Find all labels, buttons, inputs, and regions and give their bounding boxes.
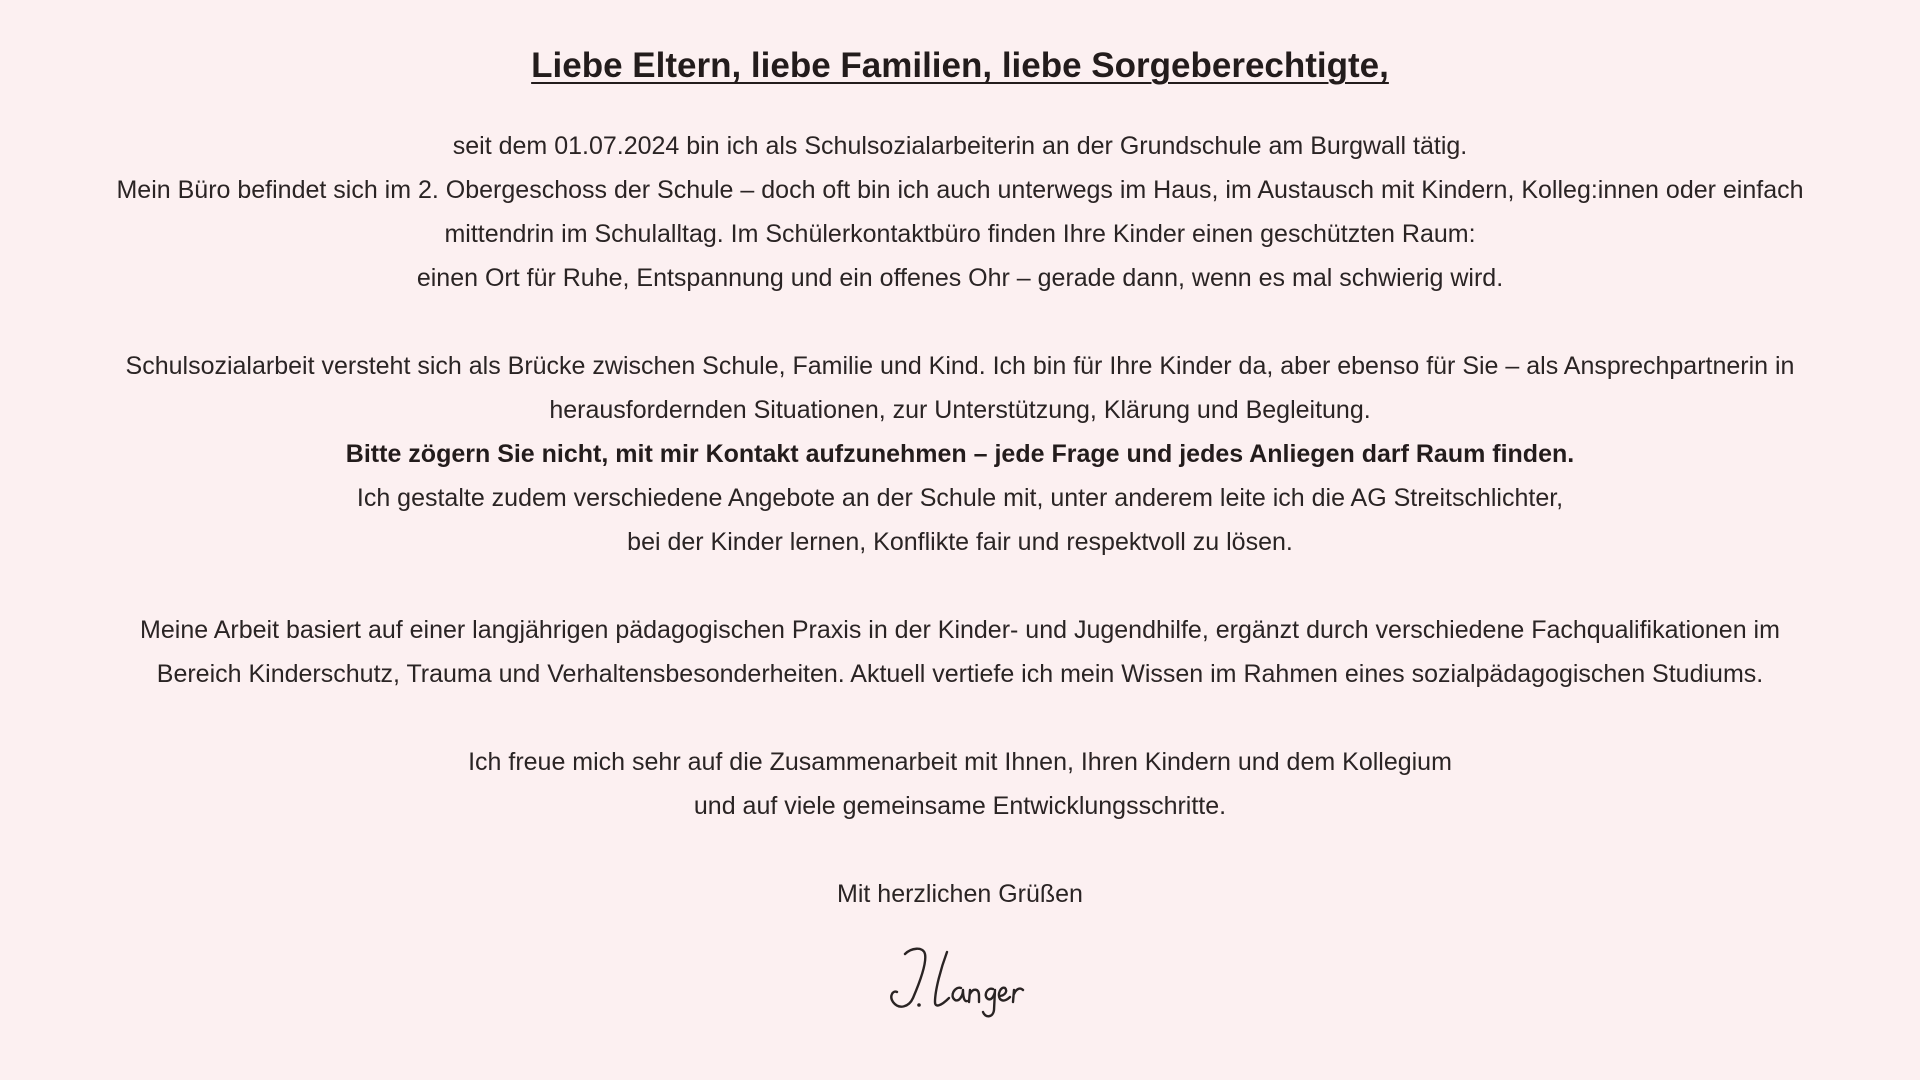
spacer [0, 92, 1920, 124]
text-line: herausfordernden Situationen, zur Unterstützung, Klärung und Begleitung. [549, 396, 1371, 424]
text-line: und auf viele gemeinsame Entwicklungsschritte. [693, 792, 1227, 820]
text-line: Schulsozialarbeit versteht sich als Brücke zwischen Schule, Familie und Kind. Ich bin für Ihre Kinder da, aber ebenso für Sie – als Ansprechpartnerin in [125, 352, 1795, 380]
spacer [0, 828, 1920, 872]
text-line: einen Ort für Ruhe, Entspannung und ein offenes Ohr – gerade dann, wenn es mal schwierig wird. [416, 264, 1504, 292]
spacer [0, 564, 1920, 608]
text-line: Meine Arbeit basiert auf einer langjährigen pädagogischen Praxis in der Kinder- und Jugendhilfe, ergänzt durch verschiedene Fachqualifikationen im [140, 616, 1780, 644]
signature [875, 932, 1045, 1022]
text-line: Ich gestalte zudem verschiedene Angebote an der Schule mit, unter anderem leite ich die AG Streitschlichter, [356, 484, 1564, 512]
spacer [0, 300, 1920, 344]
spacer [0, 696, 1920, 740]
text-line: Bereich Kinderschutz, Trauma und Verhaltensbesonderheiten. Aktuell vertiefe ich mein Wissen im Rahmen eines sozialpädagogischen Studiums. [156, 660, 1764, 688]
text-line: seit dem 01.07.2024 bin ich als Schulsozialarbeiterin an der Grundschule am Burgwall tätig. [452, 132, 1468, 160]
paragraph-outlook [0, 740, 1920, 828]
letter-title: Liebe Eltern, liebe Familien, liebe Sorgeberechtigte, [531, 46, 1389, 85]
text-line: bei der Kinder lernen, Konflikte fair und respektvoll zu lösen. [627, 528, 1293, 556]
paragraph-role [0, 344, 1920, 564]
text-line: Ich freue mich sehr auf die Zusammenarbeit mit Ihnen, Ihren Kindern und dem Kollegium [468, 748, 1452, 776]
paragraph-qualifications [0, 608, 1920, 696]
paragraph-introduction [0, 124, 1920, 300]
closing-greeting: Mit herzlichen Grüßen [837, 880, 1083, 908]
bold-text-line: Bitte zögern Sie nicht, mit mir Kontakt aufzunehmen – jede Frage und jedes Anliegen darf Raum finden. [345, 440, 1575, 468]
text-line: mittendrin im Schulalltag. Im Schülerkontaktbüro finden Ihre Kinder einen geschützten Raum: [444, 220, 1476, 248]
text-line: Mein Büro befindet sich im 2. Obergeschoss der Schule – doch oft bin ich auch unterwegs im Haus, im Austausch mit Kindern, Kolleg:innen oder einfach [116, 176, 1804, 204]
